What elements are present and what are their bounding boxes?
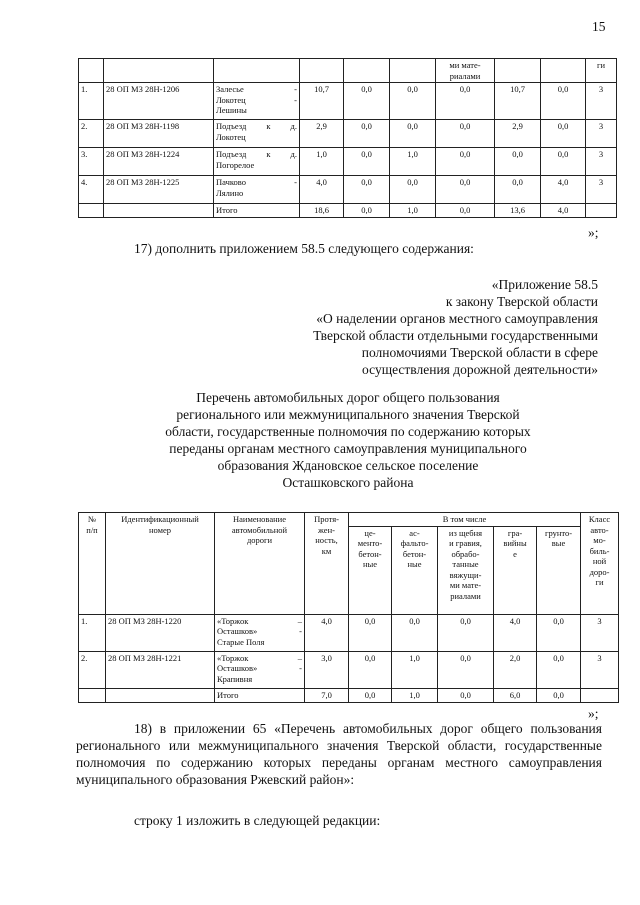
table-row — [79, 120, 617, 148]
cell-gravel: 0,0 — [438, 614, 494, 651]
cell-asph: 1,0 — [390, 204, 436, 218]
header-cem: це- менто- бетон- ные — [349, 526, 392, 614]
cell-class: 3 — [586, 120, 617, 148]
header-ground: грунто- вые — [537, 526, 581, 614]
appendix-line: полномочиями Тверской области в сфере — [361, 345, 598, 360]
header-surface-materials: ми мате-риалами — [436, 59, 495, 83]
item-18-instruction: строку 1 изложить в следующей редакции: — [134, 813, 381, 828]
cell-asph: 0,0 — [390, 83, 436, 120]
appendix-line: осуществления дорожной деятельности» — [362, 362, 598, 377]
table-row — [79, 651, 619, 688]
cell-class: 3 — [586, 148, 617, 176]
cell-class: 3 — [581, 651, 619, 688]
header-class-tail: ги — [586, 59, 617, 83]
cell-gravel-type: 2,0 — [494, 651, 537, 688]
table-total-row — [79, 688, 619, 702]
cell-cem: 0,0 — [344, 120, 390, 148]
item-17: 17) дополнить приложением 58.5 следующего содержания: — [134, 241, 474, 256]
cell-gravel: 0,0 — [436, 204, 495, 218]
cell-ground-improved: 10,7 — [495, 83, 541, 120]
cell-class: 3 — [581, 614, 619, 651]
title-line: области, государственные полномочия по содержанию которых — [165, 424, 531, 439]
table-row — [79, 614, 619, 651]
cell-asph: 0,0 — [390, 120, 436, 148]
cell-id: 28 ОП МЗ 28Н-1221 — [106, 651, 215, 688]
cell-no: 1. — [79, 614, 106, 651]
cell-gravel: 0,0 — [436, 148, 495, 176]
cell-asph: 1,0 — [392, 651, 438, 688]
cell-length: 3,0 — [305, 651, 349, 688]
title-line: Осташковского района — [282, 475, 414, 490]
cell-length: 4,0 — [305, 614, 349, 651]
cell-ground-improved: 2,9 — [495, 120, 541, 148]
cell-ground-improved: 0,0 — [495, 176, 541, 204]
header-class: Класс авто- мо- биль- ной доро- ги — [581, 513, 619, 615]
appendix-heading — [240, 276, 598, 378]
cell-ground: 4,0 — [541, 204, 586, 218]
cell-asph: 0,0 — [392, 614, 438, 651]
cell-length: 4,0 — [300, 176, 344, 204]
appendix-line: к закону Тверской области — [445, 294, 598, 309]
cell-total-label: Итого — [214, 204, 300, 218]
cell-id: 28 ОП МЗ 28Н-1225 — [104, 176, 214, 204]
header-name: Наименование автомобильной дороги — [215, 513, 305, 615]
cell-ground: 0,0 — [541, 120, 586, 148]
closing-quote-2: »; — [588, 706, 599, 721]
appendix-line: «О наделении органов местного самоуправления — [316, 311, 598, 326]
cell-asph: 1,0 — [390, 148, 436, 176]
cell-no: 2. — [79, 651, 106, 688]
header-group: В том числе — [349, 513, 581, 527]
cell-name: Подъезд к д. Погорелое — [214, 148, 300, 176]
appendix-line: «Приложение 58.5 — [491, 277, 598, 292]
roads-table-zhdanovskoe — [78, 512, 619, 703]
table-row — [79, 176, 617, 204]
cell-cem: 0,0 — [349, 614, 392, 651]
cell-no: 1. — [79, 83, 104, 120]
table-header-fragment — [79, 59, 617, 83]
cell-ground-improved: 0,0 — [495, 148, 541, 176]
cell-ground: 0,0 — [541, 83, 586, 120]
table-header-row — [79, 513, 619, 527]
appendix-line: Тверской области отдельными государственными — [313, 328, 598, 343]
cell-gravel: 0,0 — [438, 688, 494, 702]
cell-ground: 0,0 — [537, 614, 581, 651]
cell-cem: 0,0 — [344, 83, 390, 120]
cell-class: 3 — [586, 176, 617, 204]
cell-cem: 0,0 — [344, 204, 390, 218]
cell-ground: 0,0 — [537, 688, 581, 702]
table-row — [79, 83, 617, 120]
cell-cem: 0,0 — [344, 176, 390, 204]
cell-gravel-type: 4,0 — [494, 614, 537, 651]
title-line: регионального или межмуниципального значения Тверской — [176, 407, 520, 422]
cell-no: 3. — [79, 148, 104, 176]
cell-cem: 0,0 — [349, 688, 392, 702]
cell-no: 4. — [79, 176, 104, 204]
cell-length: 7,0 — [305, 688, 349, 702]
cell-ground: 4,0 — [541, 176, 586, 204]
page-number: 15 — [592, 19, 606, 34]
header-id: Идентификационный номер — [106, 513, 215, 615]
cell-class: 3 — [586, 83, 617, 120]
cell-cem: 0,0 — [344, 148, 390, 176]
header-no: № п/п — [79, 513, 106, 615]
cell-gravel: 0,0 — [438, 651, 494, 688]
header-asph: ас- фальто- бетон- ные — [392, 526, 438, 614]
cell-ground: 0,0 — [537, 651, 581, 688]
cell-asph: 0,0 — [390, 176, 436, 204]
cell-no: 2. — [79, 120, 104, 148]
header-length: Протя- жен- ность, км — [305, 513, 349, 615]
cell-cem: 0,0 — [349, 651, 392, 688]
cell-name: Пачково - Лялино — [214, 176, 300, 204]
cell-ground: 0,0 — [541, 148, 586, 176]
closing-quote-1: »; — [588, 225, 599, 240]
cell-name: «Торжок – Осташков» - Старые Поля — [215, 614, 305, 651]
title-line: Перечень автомобильных дорог общего пользования — [196, 390, 500, 405]
header-gravel-type: гра- вийны е — [494, 526, 537, 614]
cell-asph: 1,0 — [392, 688, 438, 702]
cell-gravel: 0,0 — [436, 120, 495, 148]
title-line: образования Ждановское сельское поселение — [217, 458, 479, 473]
cell-id: 28 ОП МЗ 28Н-1224 — [104, 148, 214, 176]
cell-id: 28 ОП МЗ 28Н-1198 — [104, 120, 214, 148]
cell-name: Подъезд к д. Локотец — [214, 120, 300, 148]
list-title — [78, 389, 618, 491]
cell-gravel: 0,0 — [436, 83, 495, 120]
cell-length: 2,9 — [300, 120, 344, 148]
cell-id: 28 ОП МЗ 28Н-1206 — [104, 83, 214, 120]
cell-length: 10,7 — [300, 83, 344, 120]
table-row — [79, 148, 617, 176]
cell-id: 28 ОП МЗ 28Н-1220 — [106, 614, 215, 651]
cell-length: 1,0 — [300, 148, 344, 176]
header-gravel: из щебня и гравия, обрабо- танные вяжущи- ми мате- риалами — [438, 526, 494, 614]
cell-name: Залесье - Локотец - Лешины — [214, 83, 300, 120]
item-18-paragraph: 18) в приложении 65 «Перечень автомобильных дорог общего пользования регионального или межмуниципального значения Тверской области, государственные полномочия по содержанию которых переданы органам местного самоуправления муниципального образования Ржевский район»: — [76, 721, 602, 787]
table-total-row — [79, 204, 617, 218]
cell-name: «Торжок – Осташков» - Крапивня — [215, 651, 305, 688]
roads-table-continued — [78, 58, 617, 218]
cell-ground-improved: 13,6 — [495, 204, 541, 218]
cell-gravel-type: 6,0 — [494, 688, 537, 702]
cell-gravel: 0,0 — [436, 176, 495, 204]
cell-length: 18,6 — [300, 204, 344, 218]
title-line: переданы органам местного самоуправления муниципального — [169, 441, 527, 456]
cell-total-label: Итого — [215, 688, 305, 702]
